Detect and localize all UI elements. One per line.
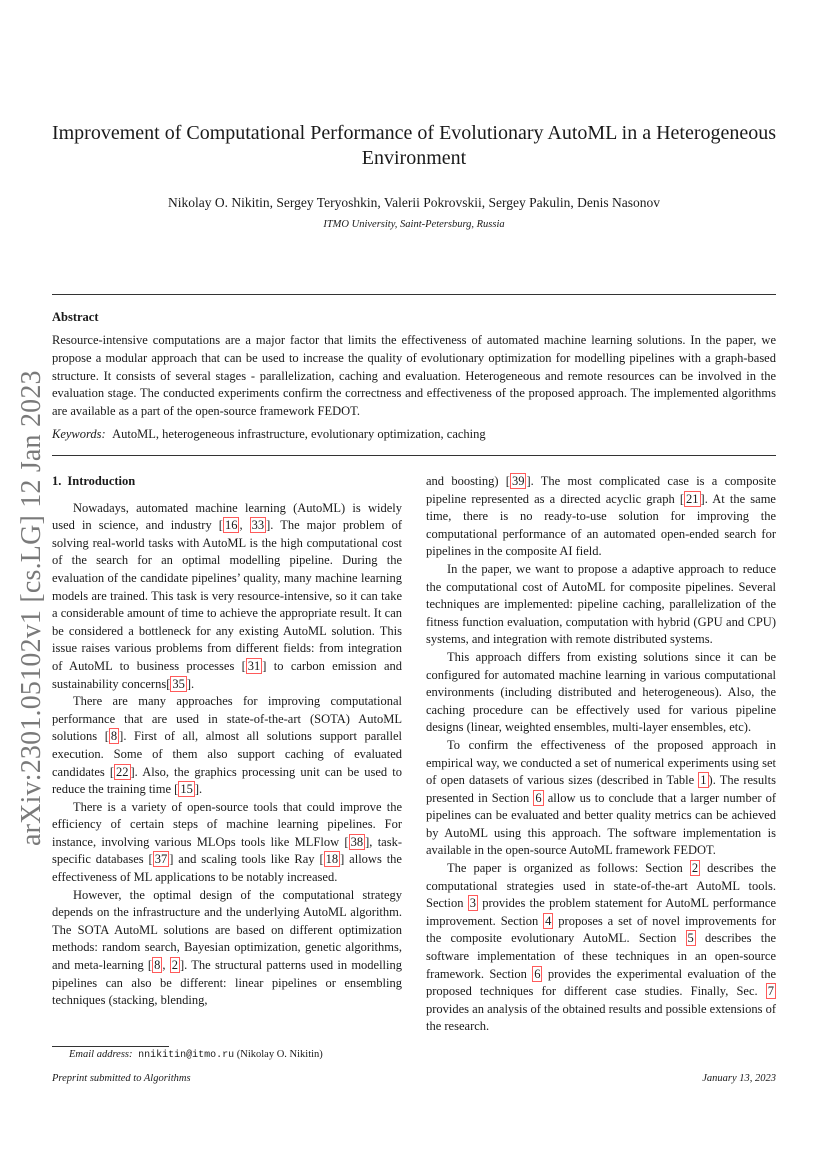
affiliation: ITMO University, Saint-Petersburg, Russia [323,219,505,230]
paragraph: Nowadays, automated machine learning (AutoML) is widely used in science, and industry [ 16 , 33 ]. The major problem of solving real-world tasks with AutoML is the high computational cost of the search for an optimal modelling pipeline. During the evaluation of the candidate pipelines’ quality, many machine learning models are trained. This task is very resource-intensive, so it can take a considerable amount of time to achieve the appropriate result. It can be considered a bottleneck for any existing AutoML solution. This issue raises various problems from different fields: from integration of AutoML to business processes [ 31 ] to carbon emission and sustainability concerns[ 35 ]. [52,500,402,691]
paragraph: and boosting) [ 39 ]. The most complicated case is a composite pipeline represented as a directed acyclic graph [ 21 ]. At the same time, there is no ready-to-use solution for improving the computational performance of an automated open-ended search for pipelines in the composite AI field. [426,474,776,559]
section-link[interactable]: 5 [687,931,694,946]
section-link[interactable]: 2 [691,861,699,876]
section-link[interactable]: 6 [535,790,542,805]
footnote-label: Email address: [69,1049,133,1060]
footnote-rule [52,1046,169,1047]
citation-link[interactable]: 31 [247,658,261,673]
citation-link[interactable]: 16 [224,518,238,533]
citation-link[interactable]: 35 [172,676,185,691]
abstract-text: Resource-intensive computations are a major factor that limits the effectiveness of automated machine learning solutions. In the paper, we propose a modular approach that can be used to increase the quality of evolutionary optimization for modelling pipelines with a graph-based structure. It consists of several stages - parallelization, caching and evaluation. Heterogeneous and remote resources can be involved in the evaluation stage. The conducted experiments confirm the correctness and effectiveness of the proposed approach. The implemented algorithms are available as a part of the open-source framework FEDOT. [52,333,776,419]
paragraph: There is a variety of open-source tools that could improve the efficiency of certain steps of machine learning pipelines. For instance, involving various MLOps tools like MLFlow [ 38 ], task-specific databases [ 37 ] and scaling tools like Ray [ 18 ] allows the effectiveness of ML applications to be notably increased. [52,799,402,885]
footnote [69,1049,323,1061]
citation-link[interactable]: 2 [171,958,178,973]
arxiv-identifier: arXiv:2301.05102v1 [cs.LG] 12 Jan 2023 [16,370,47,846]
section-heading-introduction [52,473,402,491]
paragraph: There are many approaches for improving computational performance that are used in state-of-the-art (SOTA) AutoML solutions [ 8 ]. First of all, almost all solutions support parallel execution. Some of them also support caching of evaluated candidates [ 22 ]. Also, the graphics processing unit can be used to reduce the training time [ 15 ]. [52,694,403,797]
citation-link[interactable]: 22 [116,764,129,779]
keywords-text: AutoML, heterogeneous infrastructure, evolutionary optimization, caching [112,427,486,441]
email-address: nnikitin@itmo.ru [138,1050,235,1061]
section-number: 1. [52,474,62,488]
citation-link[interactable]: 18 [325,852,339,867]
keywords [52,427,776,442]
footer-left: Preprint submitted to Algorithms [52,1073,191,1084]
citation-link[interactable]: 21 [686,491,699,506]
section-link[interactable]: 4 [545,913,552,928]
citation-link[interactable]: 8 [154,958,161,973]
paragraph: To confirm the effectiveness of the proposed approach in empirical way, we conducted a set of numerical experiments using set of open datasets of various sizes (described in Table 1 ). The results presented in Section 6 allow us to conclude that a larger number of pipelines can be evaluated and better quality metrics can be achieved by AutoML using this approach. The software implementation is available in the open-source AutoML framework FEDOT. [426,737,776,858]
table-link[interactable]: 1 [700,773,707,788]
section-link[interactable]: 7 [767,984,774,999]
citation-link[interactable]: 15 [180,782,193,797]
paper-title: Improvement of Computational Performance of Evolutionary AutoML in a Heterogeneous Environment [51,122,777,169]
left-column [52,473,402,1010]
section-link[interactable]: 3 [469,896,476,911]
abstract-bottom-rule [52,455,776,456]
section-link[interactable]: 6 [534,966,541,981]
citation-link[interactable]: 38 [350,834,364,849]
citation-link[interactable]: 8 [110,729,118,744]
footer-date: January 13, 2023 [702,1073,776,1084]
citation-link[interactable]: 33 [251,518,265,533]
citation-link[interactable]: 37 [154,852,168,867]
paragraph: This approach differs from existing solutions since it can be configured for automated machine learning in various computational environments (including distributed and heterogeneous). Also, the caching procedure can be effectively used for various pipeline designs (linear, weighted ensembles, multi-layer ensembles, etc). [426,649,776,735]
section-title: Introduction [67,474,136,488]
abstract-top-rule [52,294,776,295]
author-list: Nikolay O. Nikitin, Sergey Teryoshkin, Valerii Pokrovskii, Sergey Pakulin, Denis Nasonov [168,195,660,210]
citation-link[interactable]: 39 [511,474,525,488]
paragraph: However, the optimal design of the computational strategy depends on the infrastructure and the underlying AutoML algorithm. The SOTA AutoML solutions are based on different optimization methods: random search, Bayesian optimization, genetic algorithms, and meta-learning [ 8 , 2 ]. The structural patterns used in modelling pipelines can also be different: linear pipelines or ensembling techniques (stacking, blending, [52,887,403,1008]
footnote-author: (Nikolay O. Nikitin) [236,1049,323,1060]
paragraph: In the paper, we want to propose a adaptive approach to reduce the computational cost of AutoML for composite pipelines. Several techniques are implemented: pipeline caching, parallelization of the fitness function evaluation, computation with hybrid (GPU and CPU) systems, and integration with remote distributed systems. [426,561,776,647]
abstract-heading: Abstract [52,310,99,324]
keywords-label: Keywords: [52,427,106,441]
right-column [426,473,776,1036]
paragraph: The paper is organized as follows: Section 2 describes the computational strategies used in state-of-the-art AutoML tools. Section 3 provides the problem statement for AutoML performance improvement. Section 4 proposes a set of novel improvements for the composite evolutionary AutoML. Section 5 describes the software implementation of these techniques in an open-source framework. Section 6 provides the experimental evaluation of the proposed techniques for different case studies. Finally, Sec. 7 provides an analysis of the obtained results and possible extensions of the research. [426,861,777,1034]
